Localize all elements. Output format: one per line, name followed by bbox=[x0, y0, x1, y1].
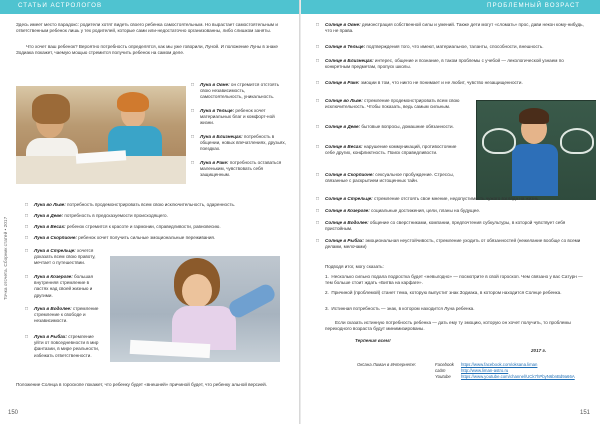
sun-capricorn-item: □ Солнце в Козероге: социальные достижения, цели, планы на будущее. bbox=[325, 208, 587, 214]
moon-taurus-item: □ Луна в Тельце: ребенок хочет материальных благ и комфорт-ной жизни. bbox=[200, 108, 288, 127]
final-paragraph: Если сказать истинную потребность ребенка — дать ему ту эмоцию, которую он хочет получить, то проблемы переходного возраста будут минимизированы. bbox=[325, 320, 571, 332]
moon-scorpio-item: □ Луна в Скорпионе: ребенок хочет получить сильные эмоциональные переживания. bbox=[34, 235, 284, 241]
sun-aries-item: □ Солнце в Овне: демонстрация собственной силы и умений. Также дети могут «сломать» прос, дави некон кому-нибудь, что не права. bbox=[325, 22, 587, 34]
moon-pisces-item: □ Луна в Рыбах: стремление уйти от повседневности в мир фантазии, в мире реальности, избежать ответственности. bbox=[34, 334, 102, 359]
left-running-head: СТАТЬИ АСТРОЛОГОВ bbox=[18, 2, 103, 9]
sun-taurus-item: □ Солнце в Тельце: подтверждения того, что имеют, материальное, таланты, способности, внешность. bbox=[325, 44, 587, 50]
summary-point-2: 2. Причиной (проблемой) станет тема, которую выпустит знак Зодиака, в котором находится Солнце ребенка. bbox=[325, 290, 562, 295]
moon-leo-item: □ Луна во Льве: потребность продемонстрировать всем свою исключительность, одаренность. bbox=[34, 202, 284, 208]
moon-aquarius-item: □ Луна в Водолее: стремление стремление к свободе и независимости. bbox=[34, 306, 102, 325]
moon-aries-item: □ Луна в Овне: он стремится отстоять свою независимость, самостоятельность, уникальность. bbox=[200, 82, 288, 101]
summary-point-3: 3. Истинная потребность — знак, в котором находится Луна ребенка. bbox=[325, 306, 475, 311]
facebook-link[interactable]: https://www.facebook.com/oksana.liman bbox=[461, 362, 538, 367]
right-running-head: ПРОБЛЕМНЫЙ ВОЗРАСТ bbox=[487, 2, 580, 9]
summary-point-1: 1. Несколько сильно подала подростка будет «невыгодно» — посмотрите в свой гороскоп. Чем связано у вас Сатурн — тем больше стоит ждать «Битва на карфаге». bbox=[325, 274, 583, 286]
moon-sagittarius-item: □ Луна в Стрельце: хочется доказать всем свою правоту, мечтает о путешествии. bbox=[34, 248, 102, 267]
sun-libra-item: □ Солнце в Весах: нарушение коммуникаций, противостояние себе других, конфликтность. Поиск справедливости. bbox=[325, 144, 465, 156]
left-page-number: 150 bbox=[8, 410, 19, 416]
moon-gemini-item: □ Луна в Близнецах: потребность в общении, новых впечатлениях, друзьях, поездках. bbox=[200, 134, 288, 153]
moon-cancer-item: □ Луна в Раке: потребность оставаться маленьким, чувствовать себя защищенным. bbox=[200, 160, 288, 179]
sun-aquarius-item: □ Солнце в Водолее: общение со сверстниками, компании, предпочтения субкультуры, в которой чувствует себя пристойным. bbox=[325, 220, 587, 232]
sun-scorpio-item: □ Солнце в Скорпионе: сексуальное пробуждение. Стрессы, связанные с раскрытием истощенных тайн. bbox=[325, 172, 465, 184]
summary-lead: Подводя итог, могу сказать: bbox=[325, 264, 384, 269]
author-links: Оксана Лиман в Интернете: Facebook https://www.facebook.com/oksana.liman сайт http://www.liman-astro.ru Youtube https://www.youtube.com/channel/UCk7hPbyN6bnBd9a66A bbox=[357, 362, 575, 379]
year-line: 2017 г. bbox=[531, 348, 547, 353]
site-link[interactable]: http://www.liman-astro.ru bbox=[461, 367, 509, 373]
sun-sagittarius-item: □ Солнце в Стрельце: стремление отстоять свое мнение, недопустимость чужого взгляда на жизнь. bbox=[325, 196, 587, 202]
sun-leo-item: □ Солнце во Льве: стремление продемонстрировать всем свою исключительность. Чтобы показать, ведь самым сильным. bbox=[325, 98, 465, 110]
photo-children-at-desk bbox=[16, 86, 186, 184]
photo-boy-flexing bbox=[476, 100, 596, 200]
photo-girl-with-headphones bbox=[110, 256, 280, 362]
intro-paragraph-2: Что хочет ваш ребенок? Вероятно потребность определятся, как мы уже говорили, Луной. И положение Луны в знаке Зодиака покажет, чаемую мощью стремится получить ребенок на самом деле. bbox=[16, 44, 278, 56]
moon-virgo-item: □ Луна в Деве: потребность в предсказуемости происходящего. bbox=[34, 213, 284, 219]
wish-line: Терпения всем! bbox=[355, 338, 391, 343]
left-vertical-note: Точка отсчета. Сборник статей • 2017 bbox=[4, 216, 9, 300]
moon-capricorn-item: □ Луна в Козероге: большая внутренняя стремление в ластях над своей жизнью и другими. bbox=[34, 274, 102, 299]
sun-gemini-item: □ Солнце в Близнецах: интерес, общение и познание, в таком проблемы с учебой — лекологической узнаем по конкретным предметам, пропуск школы. bbox=[325, 58, 587, 70]
right-page bbox=[301, 0, 600, 424]
right-page-number: 151 bbox=[579, 410, 590, 416]
moon-libra-item: □ Луна в Весах: ребенок стремится к красоте и гармонии, справедливости, равновесию. bbox=[34, 224, 284, 230]
intro-paragraph-1: Здесь имеет место парадокс: родители хотят видеть своего ребенка самостоятельным. Но выраcтает самостоятельным и ответственным ребенок лишь у тех родителей, которые сами или-недостаточно организованны, либо слишком заняты. bbox=[16, 22, 278, 34]
sun-virgo-item: □ Солнце в Деве: бытовые вопросы, домашние обязанности. bbox=[325, 124, 465, 130]
sun-cancer-item: □ Солнце в Раке: эмоции в том, что никто не понимает и не любит, чувство незащищенности. bbox=[325, 80, 587, 86]
sun-pisces-item: □ Солнце в Рыбах: эмоциональная неустойчивость, стремление уходить от обязанностей (нежелание вообще со всеми делами, мелочами) bbox=[325, 238, 587, 250]
left-page bbox=[0, 0, 299, 424]
closing-paragraph: Положение Солнца в гороскопе покажет, что ребенку будет «внешней» причиной будет, что ребенку альной версией. bbox=[16, 382, 267, 387]
youtube-link[interactable]: https://www.youtube.com/channel/UCk7hPbyN6bnBd9a66A bbox=[461, 373, 575, 379]
